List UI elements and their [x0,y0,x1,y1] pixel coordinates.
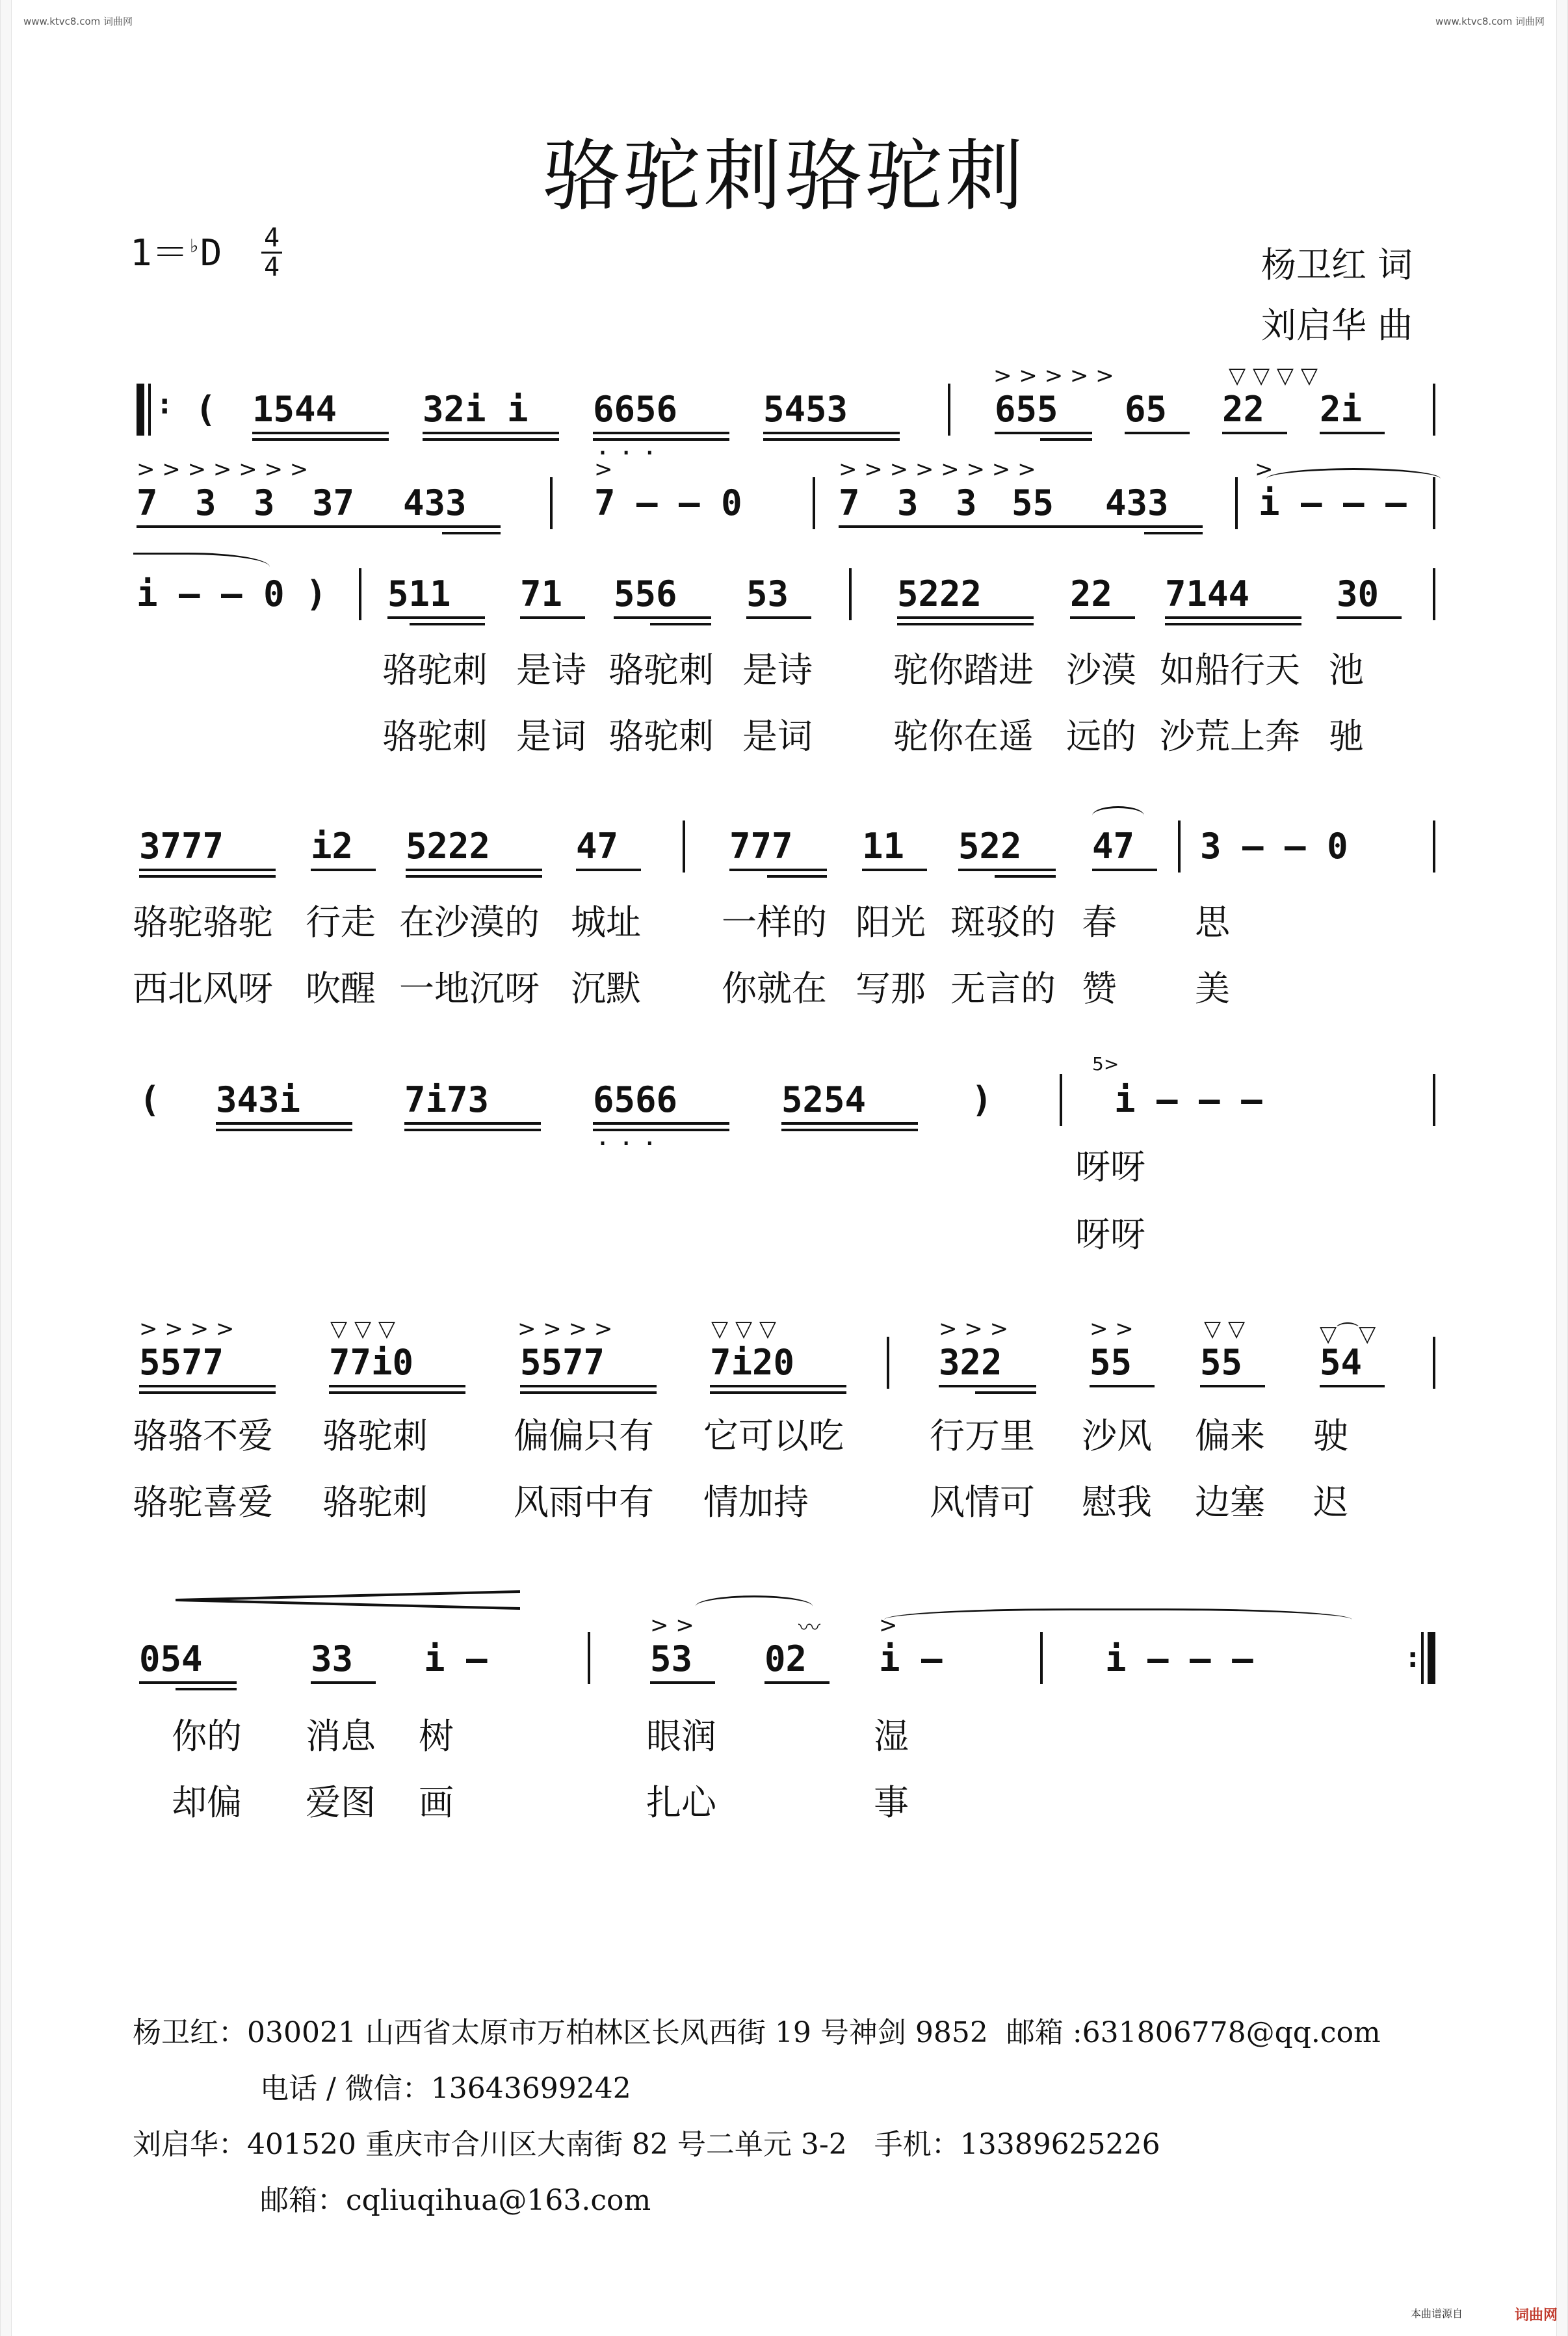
lyric: 无言的 [950,968,1056,1009]
barline [683,820,685,873]
lyric: 池 [1329,650,1364,690]
underline [781,1122,918,1125]
tie-arc [1266,468,1441,490]
underline [767,875,827,878]
underline [329,1385,465,1387]
underline [764,1681,830,1684]
score-row4-notes-5: 777 [729,826,793,867]
underline [176,1688,237,1690]
lyric: 骆驼刺 [608,650,714,690]
score-row3-notes-4: 53 [746,573,789,614]
underline [746,616,811,619]
underline [410,623,485,625]
accent-marks: > [879,1612,898,1638]
time-signature [259,224,285,281]
underline [1337,616,1402,619]
score-row4-notes-2: i2 [311,826,354,867]
slur-arc [1092,806,1144,825]
score-row6-notes-6: 55 [1090,1342,1132,1383]
underline [593,1122,729,1125]
mordent-mark: 〰 [798,1615,820,1641]
site-header-left: www.ktvc8.com 词曲网 [23,16,133,27]
underline [839,525,1203,528]
underline [520,1385,657,1387]
score-row7-sustain-1: i – [879,1638,943,1679]
underline [442,532,501,534]
song-title: 骆驼刺骆驼刺 [542,131,1026,222]
underline [576,869,641,871]
underline [650,623,711,625]
lyric: 一地沉呀 [399,968,540,1009]
lyric: 骆驼刺 [322,1482,428,1523]
contact-line-2: 电话 / 微信：13643699242 [260,2072,631,2105]
grace-note-marking: 5> [1092,1053,1119,1075]
score-row6-notes-3: 5577 [520,1342,605,1383]
underline [139,869,276,871]
lyric: 春 [1082,902,1117,943]
underline [216,1122,352,1125]
underline [423,438,559,441]
barline [849,568,852,620]
repeat-end-thick-bar [1428,1632,1435,1684]
score-row6-notes-1: 5577 [139,1342,224,1383]
lyric: 慰我 [1082,1482,1152,1523]
flat-symbol: ♭ [188,235,200,258]
underline [311,1681,376,1684]
lyric: 行走 [306,902,376,943]
score-row4-sustain: 3 – – 0 [1200,826,1348,867]
score-row2-notes-11: 433 [1105,482,1169,523]
underline [1222,432,1287,434]
repeat-end-thin-bar [1421,1632,1424,1684]
lyric: 偏偏只有 [514,1415,654,1456]
score-row2-notes-10: 55 [1012,482,1054,523]
barline [1178,820,1181,873]
staccato-marks: ▽ ▽ ▽ ▽ [1229,363,1318,389]
accent-marks: > > [1090,1316,1134,1342]
score-row3-notes-1: 511 [387,573,451,614]
underline [958,869,1056,871]
contact-line-1: 杨卫红：030021 山西省太原市万柏林区长风西街 19 号神剑 9852 邮箱 :631806778@qq.com [133,2016,1381,2049]
lyric: 在沙漠的 [399,902,540,943]
staccato-marks: ▽ ▽ [1204,1316,1246,1342]
underline [139,1681,237,1684]
lyric: 赞 [1082,968,1117,1009]
lyric: 骆驼刺 [322,1415,428,1456]
underline [1144,532,1203,534]
slur-arc [696,1595,813,1617]
score-row3-notes-2: 71 [520,573,563,614]
lyric: 斑驳的 [950,902,1056,943]
accent-marks: > > > > > > > > [839,456,1036,482]
score-row5-notes-1: 343i [216,1079,301,1120]
lyric: 风雨中有 [514,1482,654,1523]
underline [593,438,729,441]
underline [406,869,542,871]
score-row5-notes-2: 7i73 [404,1079,490,1120]
underline [404,1122,541,1125]
underline [1200,1385,1265,1387]
accent-marks: > > > [939,1316,1009,1342]
underline [593,432,729,434]
underline [710,1391,846,1394]
site-logo: 词曲网 [1515,2307,1558,2324]
underline [1070,616,1135,619]
underline [311,869,376,871]
score-row3-notes-7: 7144 [1165,573,1250,614]
lyric: 是词 [516,716,586,757]
lyric: 驶 [1313,1415,1348,1456]
score-row4-notes-1: 3777 [139,826,224,867]
lyric: 边塞 [1195,1482,1265,1523]
underline [614,616,711,619]
score-row2-sustain: i – – – [1259,482,1407,523]
score-row7-notes-1: 054 [139,1638,203,1679]
barline [813,477,815,529]
barline [1433,820,1435,873]
barline [1235,477,1238,529]
score-row1-notes-7: 22 [1222,389,1265,430]
underline [710,1385,846,1387]
lyric: 骆驼喜爱 [133,1482,273,1523]
lyric: 你就在 [722,968,827,1009]
staccato-marks: ▽ ▽ ▽ [711,1316,777,1342]
score-row7-notes-5: 02 [764,1638,807,1679]
score-row1-notes-3: 6656 [593,389,678,430]
accent-marks: > [594,456,613,482]
score-row4-notes-3: 5222 [406,826,491,867]
lyric: 迟 [1313,1482,1348,1523]
lyric: 骆驼刺 [608,716,714,757]
underline [781,1129,918,1131]
score-row5-notes-3: 6566 [593,1079,678,1120]
score-row5-paren-close: ) [971,1079,993,1120]
underline [995,875,1056,878]
lyric: 却偏 [172,1782,242,1823]
score-row2-notes-4: 37 [312,482,355,523]
underline [729,869,827,871]
site-header-right: www.ktvc8.com 词曲网 [1435,16,1545,27]
score-row4-notes-7: 522 [958,826,1022,867]
score-row3-notes-5: 5222 [897,573,982,614]
lyric: 树 [419,1716,454,1757]
right-margin-strip [1556,0,1568,2336]
underline [1090,1385,1155,1387]
score-row5-paren: ( [139,1079,161,1120]
lyric: 行万里 [930,1415,1035,1456]
source-badge: 本曲谱源自 [1411,2307,1463,2320]
key-note: D [200,232,222,274]
lyric: 湿 [874,1716,909,1757]
underline [995,432,1092,434]
score-row6-notes-5: 322 [939,1342,1002,1383]
lyric: 美 [1195,968,1230,1009]
score-row2-note-1: 7 [137,482,158,523]
lyric: 情加持 [703,1482,809,1523]
barline [1433,1074,1435,1126]
barline [1433,477,1435,529]
lyric: 消息 [306,1716,376,1757]
barline [1433,384,1435,436]
score-row7-notes-4: 53 [650,1638,693,1679]
underline [252,438,389,441]
underline [1165,623,1301,625]
underline [252,432,389,434]
underline [423,432,559,434]
barline [1040,1632,1043,1684]
underline [139,875,276,878]
underline [139,1391,276,1394]
barline [1433,1337,1435,1389]
underline [939,1385,1036,1387]
key-prefix: 1＝ [130,232,189,274]
key-signature [130,224,222,276]
underline [1320,1385,1385,1387]
lyric: 驰 [1329,716,1364,757]
lyric: 骆驼刺 [382,716,488,757]
score-row4-notes-6: 11 [862,826,905,867]
lyric: 扎心 [646,1782,716,1823]
underline [520,1391,657,1394]
score-row2-note-2: 3 [195,482,216,523]
lyric: 城址 [571,902,641,943]
underline [216,1129,352,1131]
score-row3-notes-8: 30 [1337,573,1379,614]
accent-marks: > > [650,1612,694,1638]
lyric: 西北风呀 [133,968,273,1009]
underline [520,616,585,619]
underline [975,1391,1036,1394]
contact-line-4: 邮箱：cqliuqihua@163.com [260,2184,651,2217]
score-row2-note-3: 3 [254,482,275,523]
score-row1-notes-8: 2i [1320,389,1363,430]
lyric: 是词 [742,716,813,757]
underline [1040,438,1092,441]
barline [948,384,950,436]
score-row4-notes-4: 47 [576,826,619,867]
lyric: 沙漠 [1066,650,1136,690]
repeat-end-dots: : [1404,1641,1422,1674]
score-row3-sustain: i – – 0 ) [137,573,327,614]
repeat-start-thin-bar [148,384,151,436]
meter-top: 4 [263,223,280,253]
lyric: 它可以吃 [703,1415,844,1456]
lyric: 思 [1195,902,1230,943]
lyric: 呀呀 [1075,1214,1145,1255]
underline [593,1129,729,1131]
barline [1060,1074,1062,1126]
lyric: 一样的 [722,902,827,943]
score-row2-notes-5: 433 [403,482,467,523]
underline [404,1129,541,1131]
score-row7-notes-3: i – [424,1638,488,1679]
lyric: 吹醒 [306,968,376,1009]
accent-marks: > > > > [517,1316,613,1342]
score-row1-notes-4: 5453 [763,389,848,430]
accent-marks: > > > > [139,1316,235,1342]
lyric: 爱图 [306,1782,376,1823]
underline [897,616,1034,619]
score-row6-notes-8: 54 [1320,1342,1363,1383]
lyric: 眼润 [646,1716,716,1757]
underline [763,438,900,441]
score-row1-notes-2: 32i i [423,389,529,430]
score-row7-notes-2: 33 [311,1638,354,1679]
score-row4-notes-8: 47 [1092,826,1135,867]
staccato-marks: ▽ ▽ ▽ [330,1316,396,1342]
barline [550,477,553,529]
lyric: 如船行天 [1160,650,1300,690]
underline [650,1681,715,1684]
lyric: 远的 [1066,716,1136,757]
contact-line-3: 刘启华：401520 重庆市合川区大南街 82 号二单元 3-2 手机：13389625226 [133,2128,1160,2161]
barline [887,1337,889,1389]
underline [862,869,927,871]
lyric: 呀呀 [1075,1146,1145,1187]
underline [329,1391,465,1394]
lyric: 写那 [856,968,926,1009]
repeat-start-thick-bar [137,384,144,436]
barline [359,568,361,620]
score-row3-notes-6: 22 [1070,573,1113,614]
tie-arc [884,1608,1352,1636]
lyric: 骆骆不爱 [133,1415,273,1456]
score-row5-sustain: i – – – [1114,1079,1262,1120]
underline [1092,869,1157,871]
underline [406,875,542,878]
accent-marks: > [1255,456,1274,482]
score-row5-notes-4: 5254 [781,1079,867,1120]
underline [137,525,501,528]
lyric: 画 [419,1782,454,1823]
score-row3-notes-3: 556 [614,573,677,614]
staccato-marks: ▽⌒▽ [1320,1321,1376,1347]
lower-octave-dots: · · · [597,442,656,465]
underline [897,623,1034,625]
crescendo-hairpin [176,1590,520,1610]
lyric: 事 [874,1782,909,1823]
lyric: 骆驼骆驼 [133,902,273,943]
lyric: 骆驼刺 [382,650,488,690]
lyric: 是诗 [516,650,586,690]
lyricist-credit: 杨卫红 词 [1261,244,1413,285]
lyric: 阳光 [856,902,926,943]
lyric: 是诗 [742,650,813,690]
score-row1-notes-6: 65 [1125,389,1168,430]
barline [588,1632,590,1684]
lyric: 偏来 [1195,1415,1265,1456]
score-row2-sustain: 7 – – 0 [594,482,742,523]
lyric: 你的 [172,1716,242,1757]
repeat-dots: : [156,387,174,421]
accent-marks: > > > > > > > [137,456,309,482]
composer-credit: 刘启华 曲 [1261,305,1413,346]
lyric: 沉默 [571,968,641,1009]
score-row7-sustain-2: i – – – [1105,1638,1253,1679]
underline [387,616,485,619]
underline [1165,616,1301,619]
lyric: 沙风 [1082,1415,1152,1456]
underline [139,1385,276,1387]
score-row1-paren: ( [195,389,216,430]
score-row6-notes-2: 77i0 [329,1342,414,1383]
left-margin-strip [0,0,12,2336]
score-row2-note-9: 3 [956,482,977,523]
lyric: 驼你在遥 [893,716,1034,757]
barline [1433,568,1435,620]
meter-bottom: 4 [263,252,280,282]
score-row2-note-8: 3 [897,482,919,523]
score-row6-notes-7: 55 [1200,1342,1243,1383]
lyric: 沙荒上奔 [1160,716,1300,757]
underline [1320,432,1385,434]
lyric: 驼你踏进 [893,650,1034,690]
underline [763,432,900,434]
score-row2-note-7: 7 [839,482,860,523]
score-row1-notes-1: 1544 [252,389,337,430]
score-row6-notes-4: 7i20 [710,1342,795,1383]
accent-marks: > > > > > [993,363,1114,389]
score-row1-notes-5: 655 [995,389,1058,430]
underline [1125,432,1190,434]
lyric: 风情可 [930,1482,1035,1523]
lower-octave-dots: · · · [597,1133,656,1155]
